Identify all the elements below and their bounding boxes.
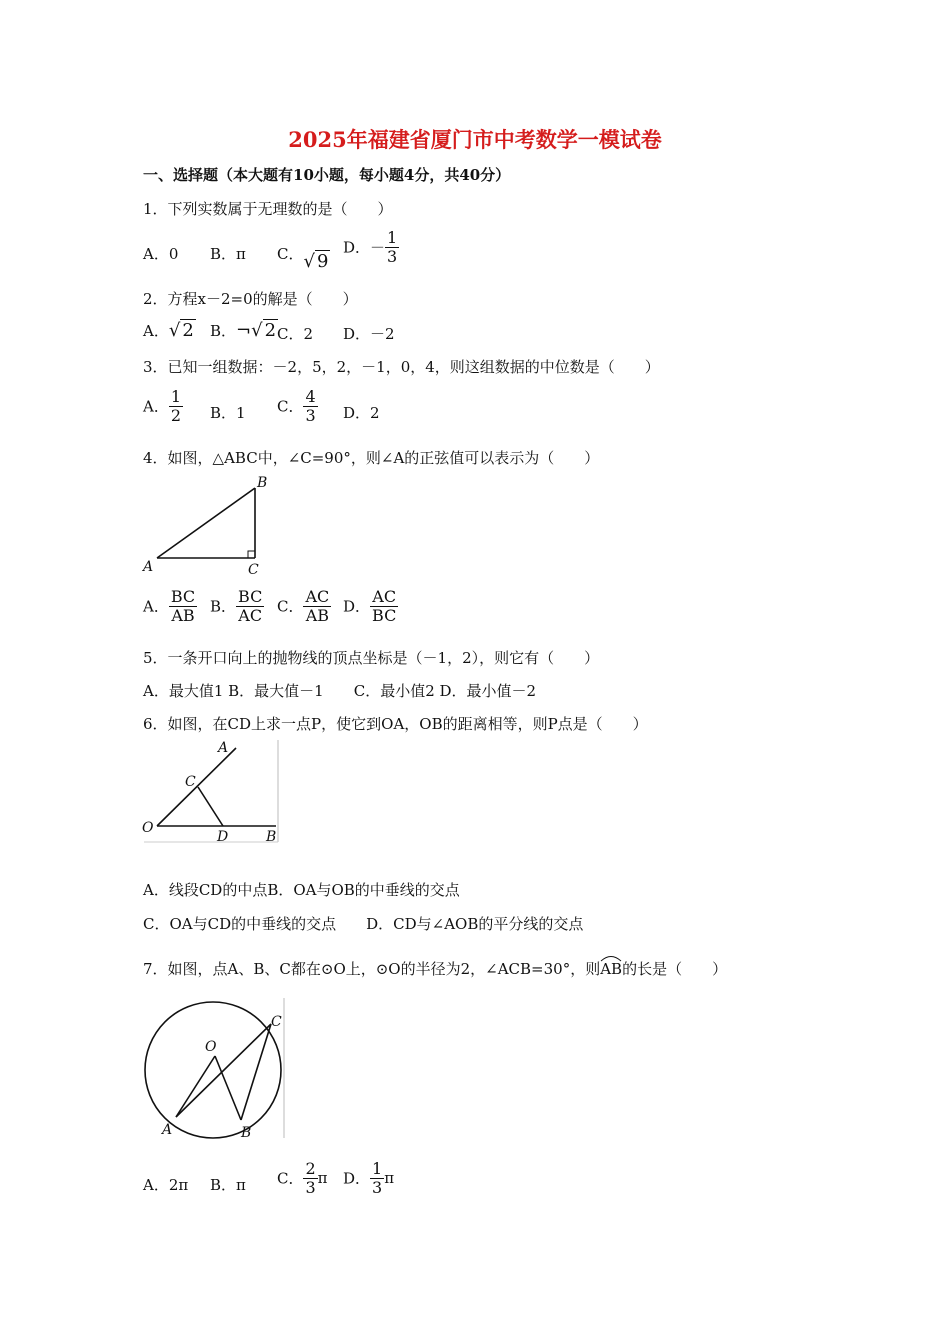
q7-d-numerator: 1 xyxy=(372,1159,383,1178)
q1-option-c-radicand: 9 xyxy=(316,251,329,272)
question-6-stem: 6．如图，在CD上求一点P，使它到OA，OB的距离相等，则P点是（ ） xyxy=(143,715,648,733)
q1-option-d-fraction xyxy=(385,229,399,265)
q2-option-b-radicand: 2 xyxy=(264,320,277,341)
q7-c-denominator: 3 xyxy=(305,1177,316,1197)
question-7-stem xyxy=(143,958,727,979)
q4-d-numerator: AC xyxy=(370,588,398,607)
q2-option-a-label: A． xyxy=(143,322,169,340)
q1-d-numerator: 1 xyxy=(387,228,398,247)
q5-options: A．最大值1 B．最大值－1 C．最小值2 D．最小值－2 xyxy=(143,682,537,700)
q6-segment-cd xyxy=(198,787,223,826)
q7-arc-ab xyxy=(600,960,622,978)
q3-option-c xyxy=(277,388,318,424)
q6-label-d: D xyxy=(217,829,229,844)
q1-option-b: B．π xyxy=(210,245,246,263)
q6-angle-figure xyxy=(140,738,280,844)
q4-option-a-fraction xyxy=(169,588,197,624)
q4-option-b-label: B． xyxy=(210,597,237,616)
question-1-stem: 1．下列实数属于无理数的是（ ） xyxy=(143,200,393,218)
q4-option-d-fraction xyxy=(370,588,398,624)
section-heading: 一、选择题（本大题有10小题，每小题4分，共40分） xyxy=(143,166,511,184)
q1-option-d-label: D．－ xyxy=(343,238,386,257)
q3-c-numerator: 4 xyxy=(305,387,316,406)
q7-stem-end: 的长是（ ） xyxy=(622,960,728,978)
q3-option-c-fraction xyxy=(303,388,317,424)
q7-option-d xyxy=(343,1160,394,1196)
q6-ray-oa xyxy=(157,748,236,826)
q7-option-b: B．π xyxy=(210,1176,246,1194)
q4-option-c xyxy=(277,588,331,624)
q4-b-numerator: BC xyxy=(238,587,263,606)
q4-b-denominator: AC xyxy=(238,605,263,625)
q3-a-numerator: 1 xyxy=(170,387,182,406)
q7-label-a: A xyxy=(162,1122,173,1138)
q2-option-c: C．2 xyxy=(277,325,314,343)
q7-option-d-pi: π xyxy=(384,1169,395,1188)
q1-option-d xyxy=(343,229,399,265)
q3-option-d: D．2 xyxy=(343,404,380,422)
q7-option-a: A．2π xyxy=(143,1176,189,1194)
q7-label-b: B xyxy=(241,1125,252,1141)
q4-a-denominator: AB xyxy=(171,605,195,625)
q7-d-denominator: 3 xyxy=(372,1177,383,1197)
q7-c-numerator: 2 xyxy=(305,1159,316,1178)
q3-c-denominator: 3 xyxy=(305,405,316,425)
q6-label-o: O xyxy=(142,820,154,836)
q1-option-c xyxy=(277,243,330,272)
arc-symbol-icon xyxy=(600,954,622,962)
q1-option-a: A．0 xyxy=(143,245,179,263)
q4-option-d xyxy=(343,588,398,624)
page-title: 2025年福建省厦门市中考数学一模试卷 xyxy=(288,127,662,152)
q4-option-a-label: A． xyxy=(143,597,169,616)
q1-option-c-label: C． xyxy=(277,245,304,263)
sqrt-symbol: √ 2 xyxy=(168,320,194,341)
q7-label-c: C xyxy=(271,1014,282,1030)
q4-triangle-figure xyxy=(140,474,270,576)
q4-side-ab xyxy=(157,488,255,558)
question-4-stem: 4．如图，△ABC中，∠C=90°，则∠A的正弦值可以表示为（ ） xyxy=(143,449,600,467)
q4-option-c-fraction xyxy=(303,588,331,624)
q6-label-a: A xyxy=(218,740,229,756)
q4-c-denominator: AB xyxy=(305,605,330,625)
q7-circle-o xyxy=(145,1002,281,1138)
q3-a-denominator: 2 xyxy=(170,405,182,425)
q7-segment-oa xyxy=(176,1056,215,1117)
q7-option-c-pi: π xyxy=(317,1169,328,1188)
q2-option-b-label: B． xyxy=(210,322,237,340)
q4-option-d-label: D． xyxy=(343,597,371,616)
q3-option-a xyxy=(143,388,183,424)
q4-option-b xyxy=(210,588,264,624)
q3-option-a-label: A． xyxy=(143,397,169,416)
q6-options-line-2: C．OA与CD的中垂线的交点 D．CD与∠AOB的平分线的交点 xyxy=(143,915,584,933)
question-2-stem: 2．方程x－2=0的解是（ ） xyxy=(143,290,358,308)
question-5-stem: 5．一条开口向上的抛物线的顶点坐标是（－1，2），则它有（ ） xyxy=(143,649,600,667)
q4-option-b-fraction xyxy=(236,588,264,624)
q2-option-b xyxy=(210,320,278,341)
q3-option-a-fraction xyxy=(169,388,183,424)
q4-label-a: A xyxy=(143,559,154,575)
q1-d-denominator: 3 xyxy=(387,246,398,266)
q7-circle-figure xyxy=(140,996,286,1142)
q7-option-d-fraction xyxy=(370,1160,384,1196)
q7-option-c-fraction xyxy=(303,1160,317,1196)
q4-c-numerator: AC xyxy=(305,587,330,606)
q7-label-o: O xyxy=(205,1039,217,1055)
q2-option-a xyxy=(143,320,196,341)
question-3-stem: 3．已知一组数据：－2，5，2，－1，0，4，则这组数据的中位数是（ ） xyxy=(143,358,660,376)
q2-option-d: D．－2 xyxy=(343,325,395,343)
q7-option-c xyxy=(277,1160,328,1196)
q4-option-c-label: C． xyxy=(277,597,304,616)
q7-option-d-label: D． xyxy=(343,1169,371,1188)
q4-label-b: B xyxy=(257,475,268,491)
q4-option-a xyxy=(143,588,197,624)
q2-option-a-radicand: 2 xyxy=(182,320,194,341)
q4-right-angle-mark xyxy=(248,551,255,558)
q6-label-b: B xyxy=(266,829,277,844)
q3-option-b: B．1 xyxy=(210,404,246,422)
q3-option-c-label: C． xyxy=(277,397,304,416)
q7-arc-label: AB xyxy=(600,960,623,978)
q7-stem-start: 7．如图，点A、B、C都在⊙O上，⊙O的半径为2，∠ACB=30°，则 xyxy=(143,960,601,978)
negative-sqrt-symbol: ¬√ 2 xyxy=(236,320,277,341)
q6-label-c: C xyxy=(185,774,196,790)
q7-option-c-label: C． xyxy=(277,1169,304,1188)
q6-options-line-1: A．线段CD的中点B．OA与OB的中垂线的交点 xyxy=(143,881,460,899)
q4-a-numerator: BC xyxy=(170,587,196,606)
sqrt-symbol: √ 9 xyxy=(303,251,329,272)
q4-d-denominator: BC xyxy=(372,605,397,625)
q4-label-c: C xyxy=(248,562,259,576)
